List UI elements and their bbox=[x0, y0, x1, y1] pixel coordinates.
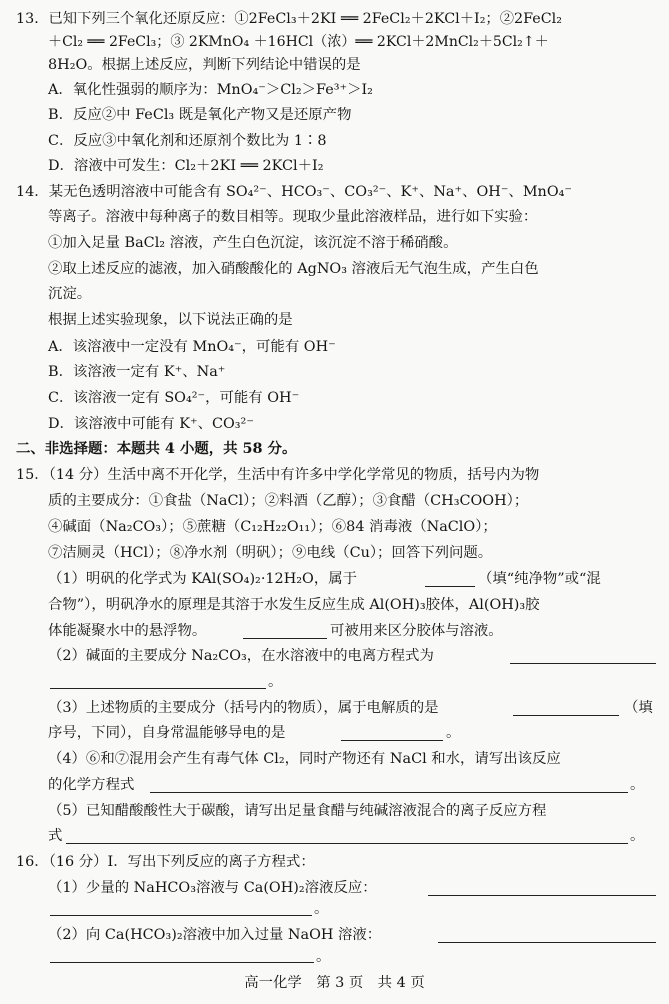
q15-part5-blank[interactable] bbox=[66, 843, 628, 844]
q16-part2-period: 。 bbox=[316, 949, 331, 965]
q13-option-a: A．氧化性强弱的顺序为：MnO₄⁻＞Cl₂＞Fe³⁺＞I₂ bbox=[48, 82, 373, 98]
q15-part3-period: 。 bbox=[446, 725, 461, 741]
q13-option-b: B．反应②中 FeCl₃ 既是氧化产物又是还原产物 bbox=[48, 107, 352, 123]
q15-part4-period: 。 bbox=[630, 777, 645, 793]
q15-part3-text-b: （填 bbox=[624, 700, 653, 716]
q14-option-c: C．该溶液一定有 SO₄²⁻，可能有 OH⁻ bbox=[48, 390, 300, 406]
q14-option-d: D．该溶液中可能有 K⁺、CO₃²⁻ bbox=[48, 416, 254, 432]
q15-part1-text-b: （填“纯净物”或“混 bbox=[478, 571, 601, 587]
q14-option-b: B．该溶液一定有 K⁺、Na⁺ bbox=[48, 364, 226, 380]
q15-part5-text-a: （5）已知醋酸酸性大于碳酸，请写出足量食醋与纯碱溶液混合的离子反应方程 bbox=[48, 803, 547, 819]
q15-part2-text: （2）碱面的主要成分 Na₂CO₃，在水溶液中的电离方程式为 bbox=[48, 648, 434, 664]
q13-line-2: ＋Cl₂ ══ 2FeCl₃；③ 2KMnO₄ ＋16HCl（浓）══ 2KCl＋2MnCl₂＋5Cl₂↑＋ bbox=[48, 34, 549, 50]
q15-part3-blank-2[interactable] bbox=[341, 740, 443, 741]
q15-intro-4: ⑦洁厕灵（HCl）；⑧净水剂（明矾）；⑨电线（Cu）；回答下列问题。 bbox=[48, 545, 493, 561]
q15-part4-text-a: （4）⑥和⑦混用会产生有毒气体 Cl₂，同时产物还有 NaCl 和水，请写出该反应 bbox=[48, 751, 561, 767]
q15-part4-text-b: 的化学方程式 bbox=[48, 777, 135, 793]
q15-intro-1: 15．（14 分）生活中离不开化学，生活中有许多中学化学常见的物质，括号内为物 bbox=[16, 467, 540, 483]
q16-part1-period: 。 bbox=[314, 901, 329, 917]
q13-line-3: 8H₂O。根据上述反应，判断下列结论中错误的是 bbox=[48, 57, 361, 73]
q16-part2-blank-b[interactable] bbox=[50, 962, 314, 963]
q13-line-1: 13．已知下列三个氧化还原反应：①2FeCl₃＋2KI ══ 2FeCl₂＋2KCl＋I₂；②2FeCl₂ bbox=[16, 11, 562, 27]
section-title: 二、非选择题：本题共 4 小题，共 58 分。 bbox=[16, 440, 297, 457]
q16-part2-blank-a[interactable] bbox=[438, 942, 656, 943]
q14-line-2: 等离子。溶液中每种离子的数目相等。现取少量此溶液样品，进行如下实验： bbox=[48, 209, 538, 225]
q16-header: 16．（16 分）Ⅰ．写出下列反应的离子方程式： bbox=[16, 854, 315, 870]
q15-part3-blank-1[interactable] bbox=[513, 715, 619, 716]
page-footer: 高一化学 第 3 页 共 4 页 bbox=[244, 975, 425, 991]
q16-part2-text: （2）向 Ca(HCO₃)₂溶液中加入过量 NaOH 溶液： bbox=[48, 927, 382, 943]
q15-part2-blank-a[interactable] bbox=[510, 663, 656, 664]
q14-line-6: 根据上述实验现象，以下说法正确的是 bbox=[48, 312, 293, 328]
q13-option-d: D．溶液中可发生：Cl₂＋2KI ══ 2KCl＋I₂ bbox=[48, 158, 324, 174]
q15-part4-blank[interactable] bbox=[150, 792, 628, 793]
q15-part1-text-d: 体能凝聚水中的悬浮物。 bbox=[48, 623, 207, 639]
q15-part3-text-c: 序号，下同），自身常温能够导电的是 bbox=[48, 725, 286, 741]
q15-intro-2: 质的主要成分：①食盐（NaCl）；②料酒（乙醇）；③食醋（CH₃COOH）； bbox=[48, 493, 529, 509]
q15-part1-text-e: 可被用来区分胶体与溶液。 bbox=[330, 623, 503, 639]
q16-part1-blank-a[interactable] bbox=[428, 895, 656, 896]
q15-part1-blank-2[interactable] bbox=[243, 638, 327, 639]
q15-part2-period: 。 bbox=[268, 674, 283, 690]
q15-intro-3: ④碱面（Na₂CO₃）；⑤蔗糖（C₁₂H₂₂O₁₁）；⑥84 消毒液（NaClO）； bbox=[48, 519, 497, 535]
q14-option-a: A．该溶液中一定没有 MnO₄⁻，可能有 OH⁻ bbox=[48, 339, 336, 355]
q15-part1-text-c: 合物”），明矾净水的原理是其溶于水发生反应生成 Al(OH)₃胶体，Al(OH)₃胶 bbox=[48, 597, 540, 613]
q15-part5-period: 。 bbox=[630, 828, 645, 844]
q16-part1-text: （1）少量的 NaHCO₃溶液与 Ca(OH)₂溶液反应： bbox=[48, 880, 377, 896]
q15-part3-text-a: （3）上述物质的主要成分（括号内的物质），属于电解质的是 bbox=[48, 700, 439, 716]
q15-part1-blank-1[interactable] bbox=[425, 586, 475, 587]
q14-line-4: ②取上述反应的滤液，加入硝酸酸化的 AgNO₃ 溶液后无气泡生成，产生白色 bbox=[48, 261, 539, 277]
q14-line-3: ①加入足量 BaCl₂ 溶液，产生白色沉淀，该沉淀不溶于稀硝酸。 bbox=[48, 235, 458, 251]
q15-part2-blank-b[interactable] bbox=[50, 688, 266, 689]
q13-option-c: C．反应③中氧化剂和还原剂个数比为 1∶8 bbox=[48, 133, 327, 149]
q15-part1-text-a: （1）明矾的化学式为 KAl(SO₄)₂·12H₂O，属于 bbox=[48, 571, 358, 587]
q16-part1-blank-b[interactable] bbox=[50, 915, 312, 916]
q14-line-5: 沉淀。 bbox=[48, 286, 92, 302]
q14-line-1: 14．某无色透明溶液中可能含有 SO₄²⁻、HCO₃⁻、CO₃²⁻、K⁺、Na⁺、OH⁻、MnO₄⁻ bbox=[16, 184, 572, 200]
q15-part5-text-b: 式 bbox=[48, 828, 63, 844]
